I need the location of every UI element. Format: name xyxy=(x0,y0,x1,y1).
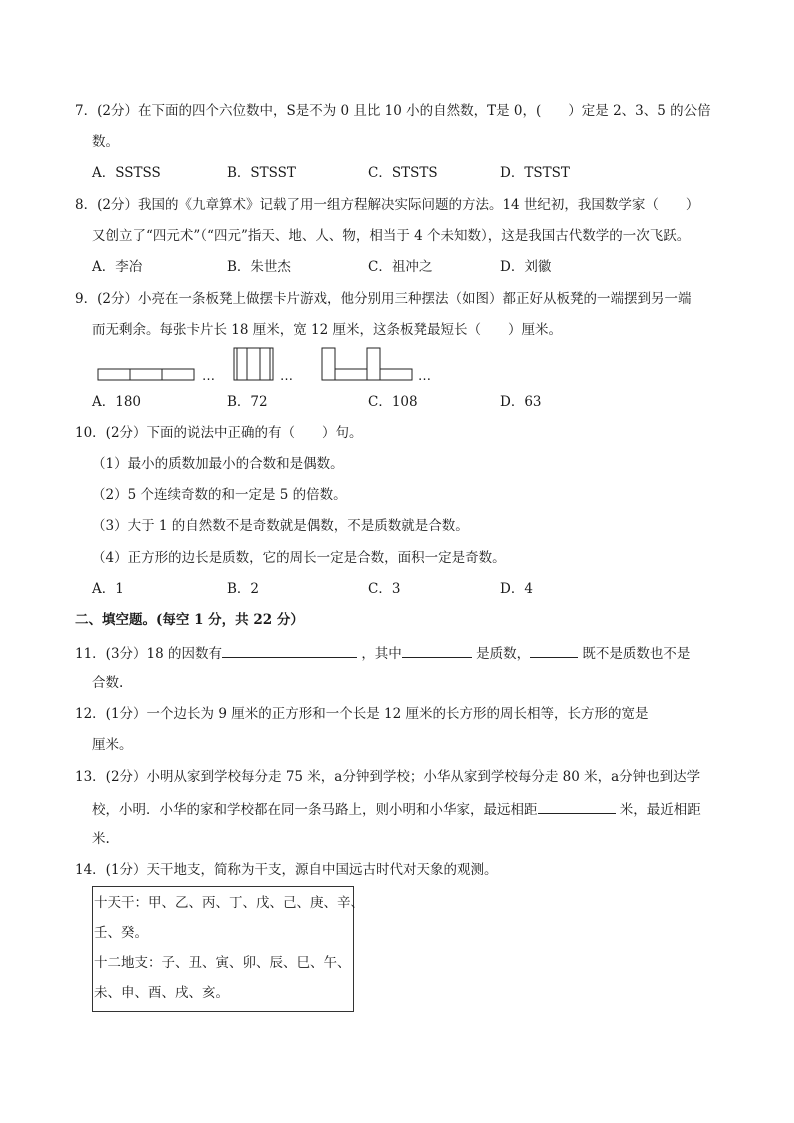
q7-option-c[interactable]: C．STSTS xyxy=(368,165,438,181)
q9-option-a[interactable]: A．180 xyxy=(92,394,142,410)
q13-text-2: 米，最近相距 xyxy=(619,802,701,818)
q11-line2: 合数. xyxy=(92,675,124,691)
q8-options xyxy=(92,257,692,277)
q7-options xyxy=(92,163,692,183)
q9-line2: 而无剩余。每张卡片长 18 厘米，宽 12 厘米，这条板凳最短长（ ）厘米。 xyxy=(92,322,563,338)
q13-blank-farthest[interactable] xyxy=(538,798,616,814)
q10-statement-3: （3）大于 1 的自然数不是奇数就是偶数，不是质数就是合数。 xyxy=(92,518,469,534)
q10-options xyxy=(92,579,692,599)
arrangement-lengthwise xyxy=(98,369,194,380)
q13-line3: 米. xyxy=(92,831,110,847)
ellipsis-2: … xyxy=(280,369,293,384)
arrangement-alternating xyxy=(322,348,412,380)
q10-line1: 10．(2分）下面的说法中正确的有（ ）句。 xyxy=(75,425,363,441)
q13-text-1: 校，小明．小华的家和学校都在同一条马路上，则小明和小华家，最远相距 xyxy=(92,802,538,818)
q10-option-a[interactable]: A．1 xyxy=(92,581,124,597)
arrangement-standing xyxy=(234,348,273,380)
box-line-2: 壬、癸。 xyxy=(94,925,148,941)
q10-statement-4: （4）正方形的边长是质数，它的周长一定是合数，面积一定是奇数。 xyxy=(92,550,506,566)
section-heading-fill-in: 二、填空题。(每空 1 分，共 22 分） xyxy=(75,612,304,628)
q9-options xyxy=(92,392,692,412)
q10-option-d[interactable]: D．4 xyxy=(500,581,533,597)
ellipsis-1: … xyxy=(202,369,215,384)
q8-line2: 又创立了“四元术”（“四元”指天、地、人、物，相当于 4 个未知数），这是我国古代数学的一次飞跃。 xyxy=(92,228,691,244)
q11-text-4: 既不是质数也不是 xyxy=(582,646,691,662)
q14-line1: 14．(1分）天干地支，简称为干支，源自中国远古时代对天象的观测。 xyxy=(75,862,498,878)
q12-line2: 厘米。 xyxy=(92,737,133,753)
q7-option-d[interactable]: D．TSTST xyxy=(500,165,570,181)
q10-statement-2: （2）5 个连续奇数的和一定是 5 的倍数。 xyxy=(92,487,347,503)
q10-option-b[interactable]: B．2 xyxy=(227,581,260,597)
q13-line2 xyxy=(92,798,701,820)
q12-line1: 12．(1分）一个边长为 9 厘米的正方形和一个长是 12 厘米的长方形的周长相等，长方形的宽是 xyxy=(75,706,649,722)
q11-blank-factors[interactable] xyxy=(222,642,357,658)
q10-statement-1: （1）最小的质数加最小的合数和是偶数。 xyxy=(92,456,344,472)
q11-text-3: 是质数， xyxy=(476,646,531,662)
tiangan-dizhi-box xyxy=(92,886,364,1012)
ellipsis-3: … xyxy=(418,369,431,384)
q9-option-c[interactable]: C．108 xyxy=(368,394,418,410)
q9-option-b[interactable]: B．72 xyxy=(227,394,268,410)
card-arrangement-drawing xyxy=(96,345,446,385)
q8-option-a[interactable]: A．李冶 xyxy=(92,259,143,275)
box-line-3: 十二地支：子、丑、寅、卯、辰、巳、午、 xyxy=(94,955,351,971)
q13-line1: 13．(2分）小明从家到学校每分走 75 米，a分钟到学校；小华从家到学校每分走 80 米，a分钟也到达学 xyxy=(75,769,701,785)
q8-option-c[interactable]: C．祖冲之 xyxy=(368,259,433,275)
q8-option-d[interactable]: D．刘徽 xyxy=(500,259,552,275)
q11-blank-neither[interactable] xyxy=(530,642,578,658)
q7-option-b[interactable]: B．STSST xyxy=(227,165,296,181)
q8-option-b[interactable]: B．朱世杰 xyxy=(227,259,291,275)
q8-line1: 8．(2分）我国的《九章算术》记载了用一组方程解决实际问题的方法。14 世纪初，我国数学家（ ） xyxy=(75,197,700,213)
q11-blank-primes[interactable] xyxy=(402,642,472,658)
q10-option-c[interactable]: C．3 xyxy=(368,581,401,597)
box-line-4: 未、申、酉、戌、亥。 xyxy=(94,985,229,1001)
q7-line1: 7．(2分）在下面的四个六位数中，S是不为 0 且比 10 小的自然数，T是 0，( ）定是 2、3、5 的公倍 xyxy=(75,103,711,119)
card-arrangement-figure xyxy=(96,345,446,385)
box-line-1: 十天干：甲、乙、丙、丁、戊、己、庚、辛、 xyxy=(94,895,364,911)
q11-text-2: ，其中 xyxy=(361,646,402,662)
q11-line1 xyxy=(75,642,690,664)
q7-option-a[interactable]: A．SSTSS xyxy=(92,165,161,181)
q11-text-1: 11．(3分）18 的因数有 xyxy=(75,646,223,662)
q9-line1: 9．(2分）小亮在一条板凳上做摆卡片游戏，他分别用三种摆法（如图）都正好从板凳的一端摆到另一端 xyxy=(75,291,692,307)
q7-line2: 数。 xyxy=(92,134,119,150)
q9-option-d[interactable]: D．63 xyxy=(500,394,542,410)
